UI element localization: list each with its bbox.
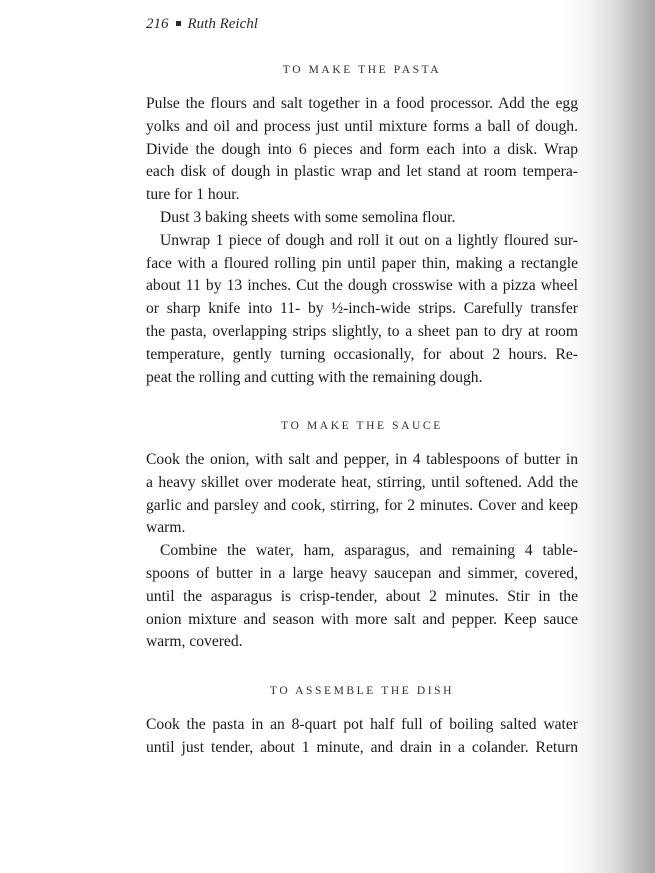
text-line: each disk of dough in plastic wrap and let stand at room tempera- bbox=[146, 163, 578, 181]
text-line: temperature, gently turning occasionally, for about 2 hours. Re- bbox=[146, 345, 578, 363]
section-heading-sauce: TO MAKE THE SAUCE bbox=[281, 420, 443, 432]
text-line: about 11 by 13 inches. Cut the dough crosswise with a pizza wheel bbox=[146, 277, 578, 295]
text-line: Dust 3 baking sheets with some semolina flour. bbox=[160, 208, 456, 226]
text-line: Combine the water, ham, asparagus, and remaining 4 table- bbox=[160, 542, 578, 560]
running-head bbox=[146, 16, 258, 33]
section-body-sauce bbox=[146, 449, 578, 654]
text-line: or sharp knife into 11- by ½-inch-wide strips. Carefully transfer bbox=[146, 300, 578, 318]
section-body-pasta bbox=[146, 93, 578, 389]
text-line: ture for 1 hour. bbox=[146, 186, 240, 204]
section-heading-assemble: TO ASSEMBLE THE DISH bbox=[269, 685, 455, 697]
text-line: onion mixture and season with more salt and pepper. Keep sauce bbox=[146, 610, 578, 628]
text-line: peat the rolling and cutting with the remaining dough. bbox=[146, 368, 483, 386]
section-heading-pasta: TO MAKE THE PASTA bbox=[282, 64, 442, 76]
text-line: warm, covered. bbox=[146, 633, 243, 651]
text-line: Divide the dough into 6 pieces and form each into a disk. Wrap bbox=[146, 140, 578, 158]
text-line: Pulse the flours and salt together in a food processor. Add the egg bbox=[146, 95, 578, 112]
text-line: garlic and parsley and cook, stirring, for 2 minutes. Cover and keep bbox=[146, 496, 578, 514]
text-line: warm. bbox=[146, 519, 186, 537]
text-line: a heavy skillet over moderate heat, stirring, until softened. Add the bbox=[146, 473, 578, 491]
page-number: 216 bbox=[146, 16, 169, 32]
section-body-assemble bbox=[146, 714, 578, 760]
text-line: until just tender, about 1 minute, and drain in a colander. Return bbox=[146, 738, 578, 756]
text-line: the pasta, overlapping strips slightly, to a sheet pan to dry at room bbox=[146, 322, 578, 340]
text-line: yolks and oil and process just until mixture forms a ball of dough. bbox=[146, 117, 578, 135]
text-line: face with a floured rolling pin until paper thin, making a rectangle bbox=[146, 254, 578, 272]
text-line: Cook the pasta in an 8-quart pot half full of boiling salted water bbox=[146, 716, 578, 733]
text-line: spoons of butter in a large heavy saucepan and simmer, covered, bbox=[146, 564, 578, 582]
text-line: Unwrap 1 piece of dough and roll it out on a lightly floured sur- bbox=[160, 231, 578, 249]
author-name: Ruth Reichl bbox=[187, 16, 258, 32]
bullet-separator bbox=[176, 21, 181, 26]
text-line: Cook the onion, with salt and pepper, in 4 tablespoons of butter in bbox=[146, 451, 578, 468]
text-line: until the asparagus is crisp-tender, about 2 minutes. Stir in the bbox=[146, 587, 578, 605]
